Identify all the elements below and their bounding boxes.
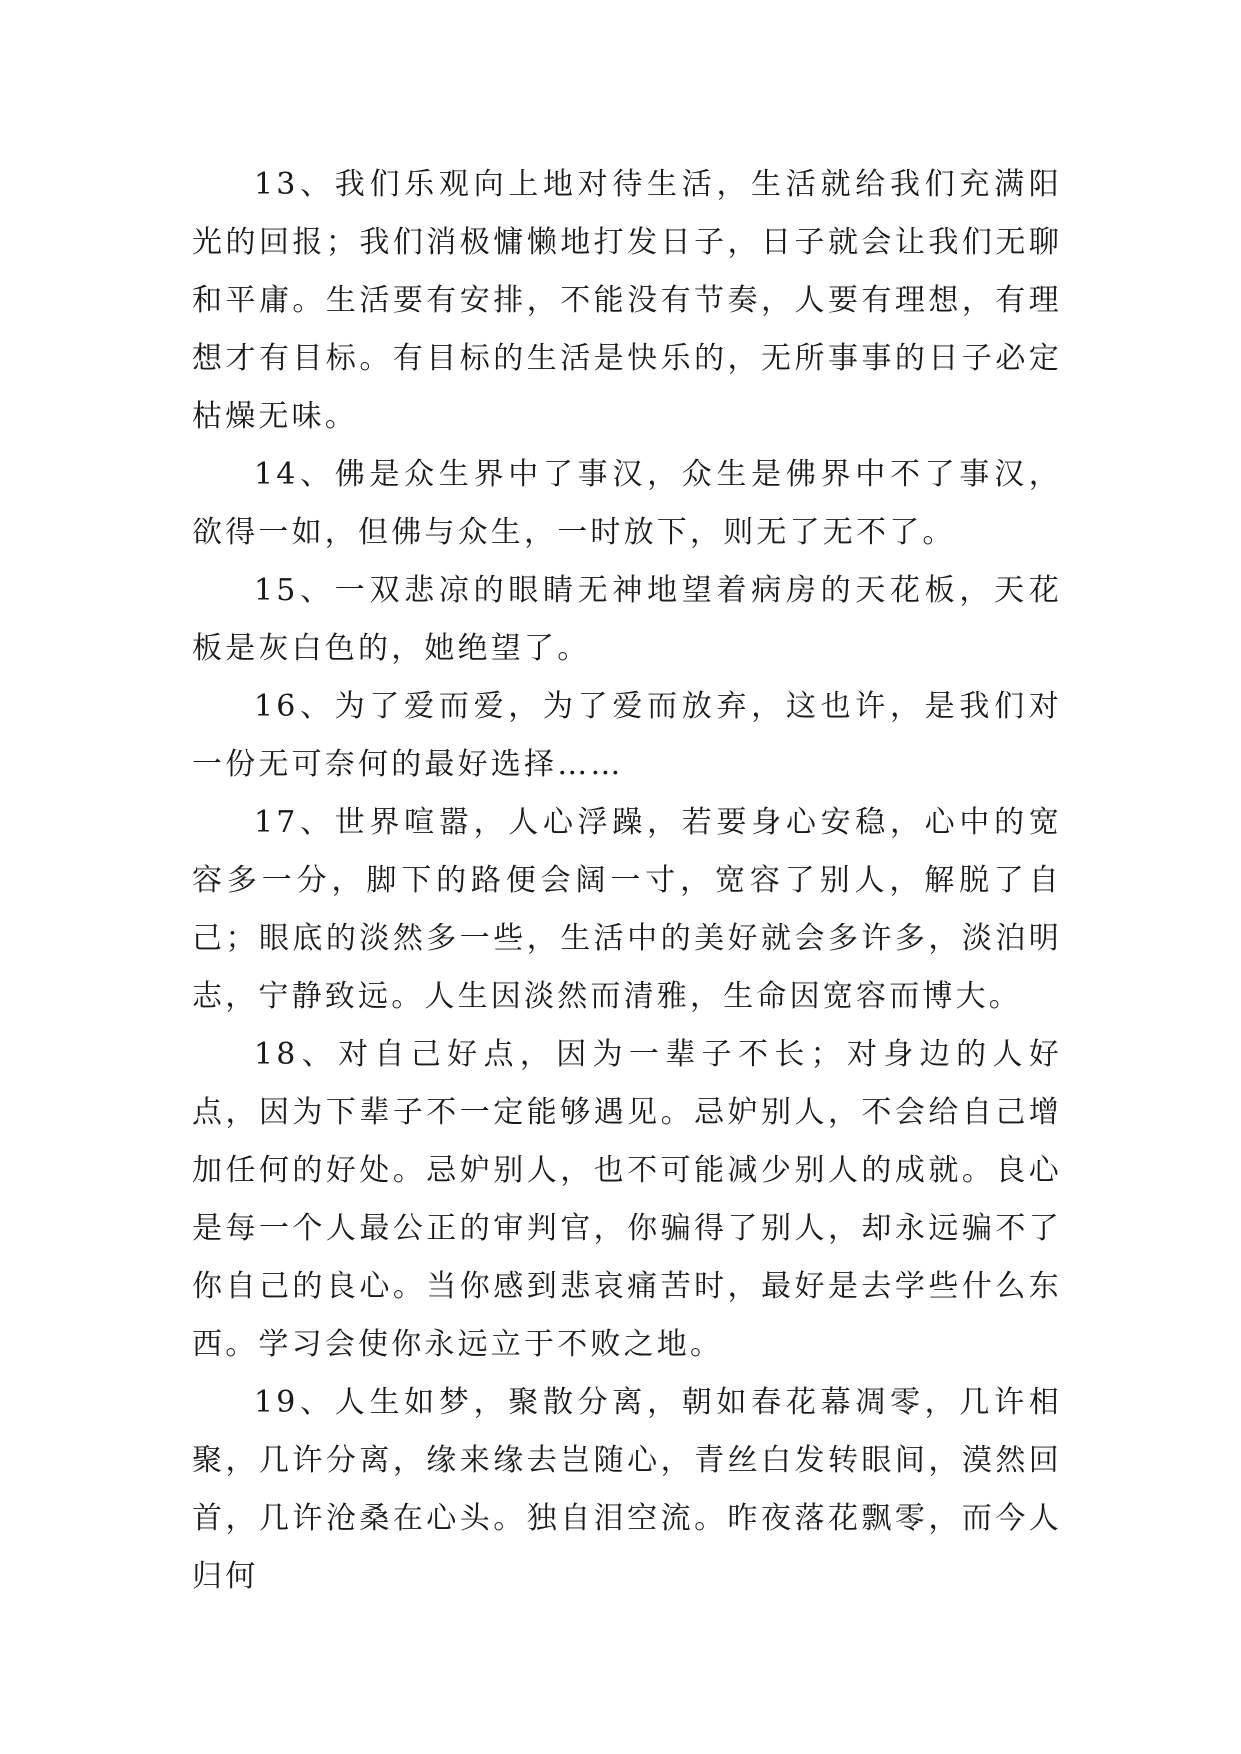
paragraph-15: 15、一双悲凉的眼睛无神地望着病房的天花板，天花板是灰白色的，她绝望了。 [192,573,1062,666]
paragraph-14: 14、佛是众生界中了事汉，众生是佛界中不了事汉，欲得一如，但佛与众生，一时放下，则无了无不了。 [192,457,1062,550]
paragraph-18: 18、对自己好点，因为一辈子不长；对身边的人好点，因为下辈子不一定能够遇见。忌妒别人，不会给自己增加任何的好处。忌妒别人，也不可能减少别人的成就。良心是每一个人最公正的审判官，你骗得了别人，却永远骗不了你自己的良心。当你感到悲哀痛苦时，最好是去学些什么东西。学习会使你永远立于不败之地。 [192,1037,1062,1362]
paragraph-17: 17、世界喧嚣，人心浮躁，若要身心安稳，心中的宽容多一分，脚下的路便会阔一寸，宽容了别人，解脱了自己；眼底的淡然多一些，生活中的美好就会多许多，淡泊明志，宁静致远。人生因淡然而清雅，生命因宽容而博大。 [192,805,1062,1014]
paragraph-13: 13、我们乐观向上地对待生活，生活就给我们充满阳光的回报；我们消极慵懒地打发日子，日子就会让我们无聊和平庸。生活要有安排，不能没有节奏，人要有理想，有理想才有目标。有目标的生活是快乐的，无所事事的日子必定枯燥无味。 [192,167,1062,434]
paragraph-19: 19、人生如梦，聚散分离，朝如春花幕凋零，几许相聚，几许分离，缘来缘去岂随心，青丝白发转眼间，漠然回首，几许沧桑在心头。独自泪空流。昨夜落花飘零，而今人归何 [192,1385,1062,1594]
document-page [192,156,1062,1606]
paragraph-16: 16、为了爱而爱，为了爱而放弃，这也许，是我们对一份无可奈何的最好选择…… [192,689,1062,782]
